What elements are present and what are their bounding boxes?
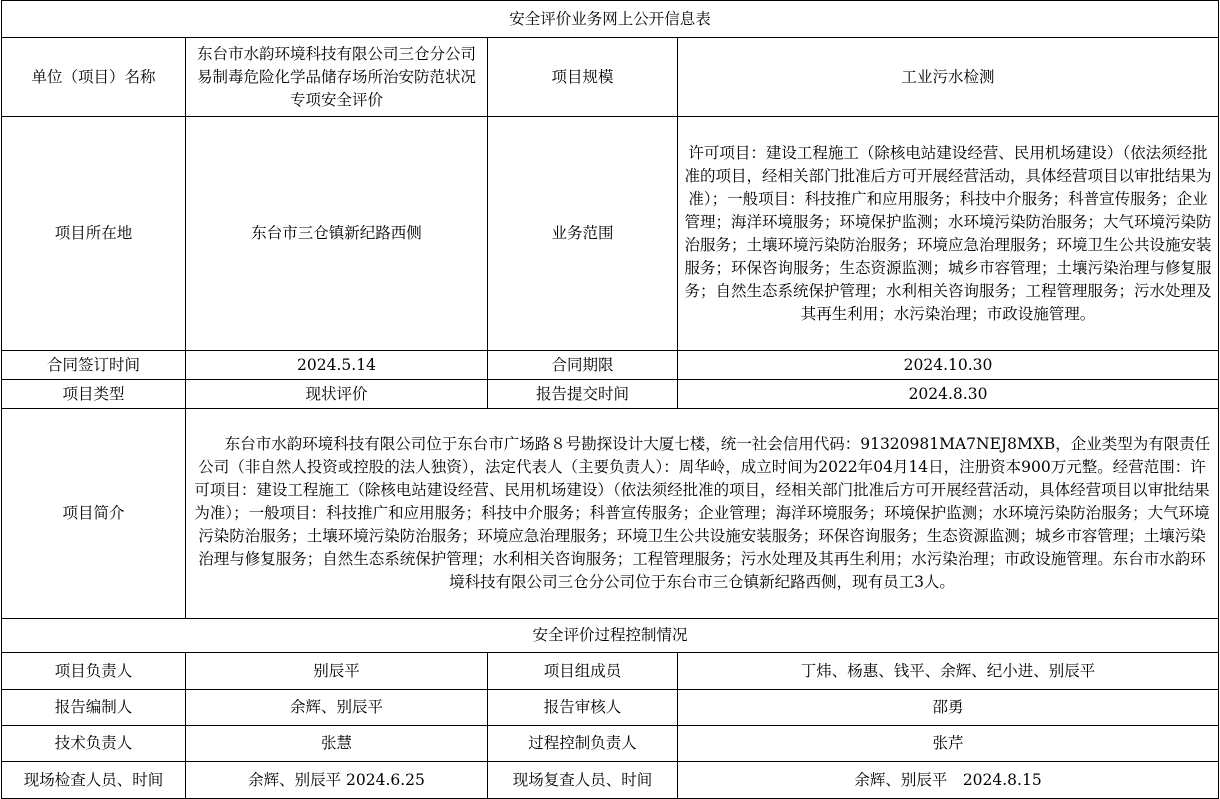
scale-value: 工业污水检测	[678, 38, 1219, 117]
process-leader-value: 张芹	[678, 726, 1219, 762]
process-section-title: 安全评价过程控制情况	[2, 619, 1219, 653]
table-title: 安全评价业务网上公开信息表	[2, 1, 1219, 38]
tech-leader-label: 技术负责人	[2, 726, 186, 762]
report-reviewer-value: 邵勇	[678, 690, 1219, 726]
location-label: 项目所在地	[2, 117, 186, 351]
report-author-label: 报告编制人	[2, 690, 186, 726]
team-members-label: 项目组成员	[488, 653, 678, 690]
contract-date-value: 2024.5.14	[186, 351, 488, 380]
info-table	[1, 0, 1219, 799]
site-recheck-value: 余辉、别辰平 2024.8.15	[678, 762, 1219, 799]
report-author-value: 余辉、别辰平	[186, 690, 488, 726]
site-recheck-label: 现场复查人员、时间	[488, 762, 678, 799]
project-leader-label: 项目负责人	[2, 653, 186, 690]
report-date-label: 报告提交时间	[488, 380, 678, 409]
location-value: 东台市三仓镇新纪路西侧	[186, 117, 488, 351]
project-type-label: 项目类型	[2, 380, 186, 409]
intro-label: 项目简介	[2, 409, 186, 619]
report-reviewer-label: 报告审核人	[488, 690, 678, 726]
contract-term-label: 合同期限	[488, 351, 678, 380]
scale-label: 项目规模	[488, 38, 678, 117]
site-inspection-label: 现场检查人员、时间	[2, 762, 186, 799]
business-scope-value: 许可项目：建设工程施工（除核电站建设经营、民用机场建设）（依法须经批准的项目，经相关部门批准后方可开展经营活动，具体经营项目以审批结果为准）；一般项目：科技推广和应用服务；科技中介服务；科普宣传服务；企业管理；海洋环境服务；环境保护监测；水环境污染防治服务；大气环境污染防治服务；土壤环境污染防治服务；环境应急治理服务；环境卫生公共设施安装服务；环保咨询服务；生态资源监测；城乡市容管理；土壤污染治理与修复服务；自然生态系统保护管理；水利相关咨询服务；工程管理服务；污水处理及其再生利用；水污染治理；市政设施管理。	[678, 117, 1219, 351]
tech-leader-value: 张慧	[186, 726, 488, 762]
site-inspection-value: 余辉、别辰平 2024.6.25	[186, 762, 488, 799]
project-leader-value: 别辰平	[186, 653, 488, 690]
intro-value: 东台市水韵环境科技有限公司位于东台市广场路８号勘探设计大厦七楼，统一社会信用代码：91320981MA7NEJ8MXB，企业类型为有限责任公司（非自然人投资或控股的法人独资），法定代表人（主要负责人）：周华岭，成立时间为2022年04月14日，注册资本900万元整。经营范围：许可项目：建设工程施工（除核电站建设经营、民用机场建设）（依法须经批准的项目，经相关部门批准后方可开展经营活动，具体经营项目以审批结果为准）；一般项目：科技推广和应用服务；科技中介服务；科普宣传服务；企业管理；海洋环境服务；环境保护监测；水环境污染防治服务；大气环境污染防治服务；土壤环境污染防治服务；环境应急治理服务；环境卫生公共设施安装服务；环保咨询服务；生态资源监测；城乡市容管理；土壤污染治理与修复服务；自然生态系统保护管理；水利相关咨询服务；工程管理服务；污水处理及其再生利用；水污染治理；市政设施管理。东台市水韵环境科技有限公司三仓分公司位于东台市三仓镇新纪路西侧，现有员工3人。	[186, 409, 1219, 619]
report-date-value: 2024.8.30	[678, 380, 1219, 409]
project-type-value: 现状评价	[186, 380, 488, 409]
unit-label: 单位（项目）名称	[2, 38, 186, 117]
unit-value: 东台市水韵环境科技有限公司三仓分公司易制毒危险化学品储存场所治安防范状况专项安全评价	[186, 38, 488, 117]
contract-date-label: 合同签订时间	[2, 351, 186, 380]
contract-term-value: 2024.10.30	[678, 351, 1219, 380]
business-scope-label: 业务范围	[488, 117, 678, 351]
team-members-value: 丁炜、杨惠、钱平、余辉、纪小进、别辰平	[678, 653, 1219, 690]
process-leader-label: 过程控制负责人	[488, 726, 678, 762]
